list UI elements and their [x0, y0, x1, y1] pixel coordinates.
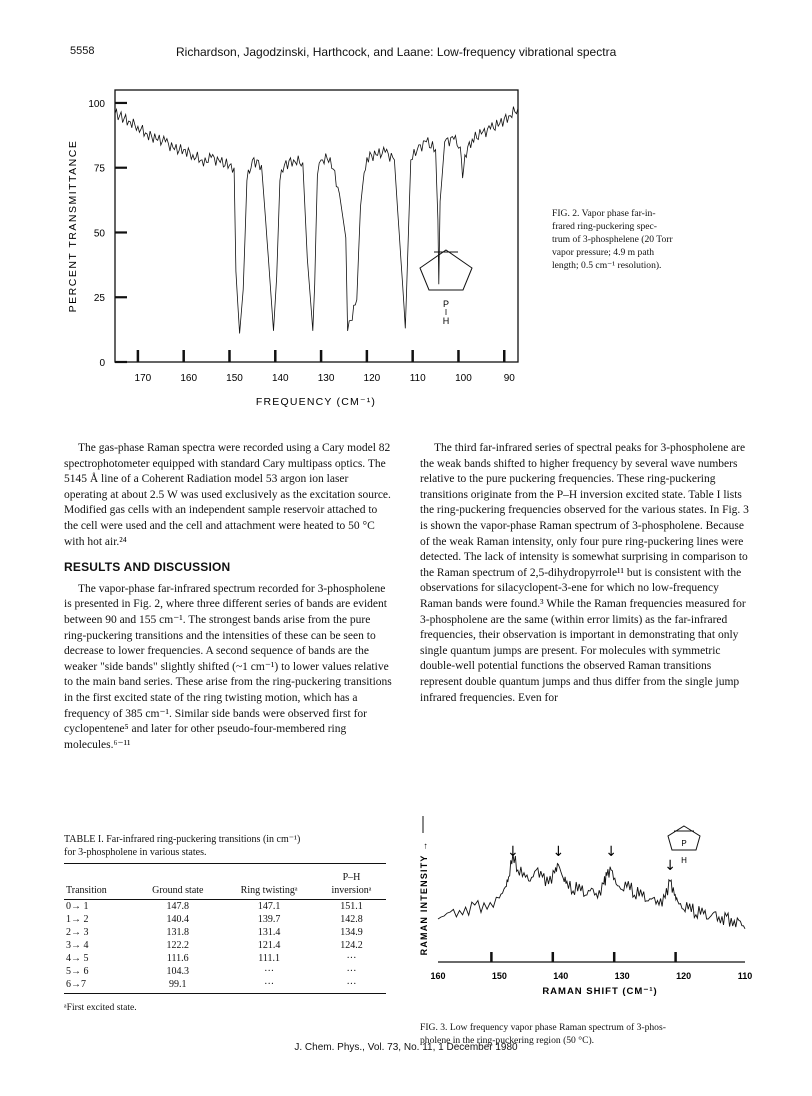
- fig2-phospholene-structure-icon: [420, 250, 472, 326]
- header-ground-state: Ground state: [134, 884, 221, 900]
- table-row: [64, 965, 386, 978]
- fig2-x-tick-label: 120: [363, 373, 381, 384]
- table-cell: 111.1: [258, 953, 280, 964]
- fig3-caption-line: FIG. 3. Low frequency vapor phase Raman spectrum of 3-phos-: [420, 1022, 666, 1033]
- header-transition: Transition: [64, 884, 134, 900]
- table-cell: 147.1: [257, 901, 281, 912]
- table-cell: 139.7: [257, 914, 281, 925]
- table-cell: ···: [346, 953, 357, 964]
- fig3-spectrum-line: [438, 853, 745, 929]
- fig2-y-tick-label: 100: [88, 98, 105, 110]
- header-ring-twisting: Ring twistingᵃ: [221, 884, 317, 900]
- section-heading: RESULTS AND DISCUSSION: [64, 560, 231, 575]
- table-cell: ···: [221, 978, 317, 994]
- fig2-x-tick-label: 130: [317, 373, 335, 384]
- table1-caption-line: TABLE I. Far-infrared ring-puckering transitions (in cm⁻¹): [64, 834, 301, 845]
- fig2-x-tick-label: 150: [226, 373, 243, 384]
- transitions-table: [64, 863, 386, 994]
- fig2-caption-line: trum of 3-phosphelene (20 Torr: [552, 234, 673, 245]
- table-cell: 122.2: [166, 940, 190, 951]
- paragraph: The vapor-phase far-infrared spectrum recorded for 3-phospholene is presented in Fig. 2, where three different series of bands are evident between 90 and 155 cm⁻¹. The strongest bands arise from the pure ring-puckering transitions and the intensities of these can be seen to decrease to lower frequencies. A second sequence of bands are the weaker "side bands" slightly shifted (~1 cm⁻¹) to lower values relative to the main band series. These arise from the ring-puckering transitions in the first excited state of the ring twisting motion, which has a frequency of 385 cm⁻¹. Similar side bands were observed first for cyclopentene⁵ and later for other pseudo-four-membered ring molecules.⁶⁻¹¹: [64, 582, 392, 751]
- fig2-y-tick-label: 0: [99, 358, 105, 369]
- table-cell: 124.2: [340, 940, 363, 951]
- fig2-y-axis-label: PERCENT TRANSMITTANCE: [67, 139, 79, 313]
- fig3-x-tick-label: 130: [614, 971, 630, 981]
- table-cell: 0→ 1: [66, 901, 89, 912]
- table-row: [64, 900, 386, 914]
- table-row: [64, 926, 386, 939]
- table-1: [64, 833, 386, 1013]
- table-cell: 2→ 3: [66, 927, 89, 938]
- fig2-y-tick-label: 25: [93, 293, 105, 305]
- fig3-x-tick-label: 110: [737, 971, 753, 981]
- fig3-peak-arrow: ↓: [552, 844, 565, 860]
- fig2-caption-line: vapor pressure; 4.9 m path: [552, 247, 655, 258]
- fig2-x-axis-label: FREQUENCY (CM⁻¹): [255, 396, 377, 408]
- table-cell: 4→ 5: [66, 953, 89, 964]
- fig3-caption-line: pholene in the ring-puckering region (50 °C).: [420, 1035, 595, 1046]
- figure-2: [60, 80, 530, 410]
- table1-caption: [64, 833, 386, 859]
- fig2-structure-p-label: P: [442, 299, 450, 309]
- fig3-x-tick-label: 150: [491, 971, 507, 981]
- fig2-caption-line: FIG. 2. Vapor phase far-in-: [552, 208, 656, 219]
- table-cell: ···: [317, 978, 386, 994]
- table-cell: 151.1: [340, 901, 363, 912]
- table-cell: 142.8: [340, 914, 363, 925]
- figure-3: [415, 808, 753, 1013]
- page-number: 5558: [70, 45, 95, 57]
- fig2-x-tick-label: 170: [134, 373, 152, 384]
- running-head: Richardson, Jagodzinski, Harthcock, and Laane: Low-frequency vibrational spectra: [176, 45, 617, 59]
- fig2-x-tick-label: 110: [409, 373, 426, 384]
- left-column: [64, 441, 394, 753]
- table-cell: 104.3: [166, 966, 190, 977]
- table-cell: 5→ 6: [66, 966, 89, 977]
- fig2-caption-line: frared ring-puckering spec-: [552, 221, 657, 232]
- table-cell: ···: [264, 966, 275, 977]
- fig2-structure-h-label: H: [442, 316, 450, 326]
- fig3-peak-arrow: ↓: [605, 844, 618, 860]
- table-cell: 99.1: [134, 978, 221, 994]
- fig3-x-tick-label: 160: [430, 971, 446, 981]
- fig2-far-infrared-spectrum-chart: [60, 80, 530, 410]
- fig2-x-tick-label: 100: [455, 373, 472, 384]
- fig2-x-tick-label: 160: [180, 373, 198, 384]
- table-row: [64, 978, 386, 994]
- journal-footer: J. Chem. Phys., Vol. 73, No. 11, 1 December 1980: [294, 1042, 518, 1053]
- paragraph: The gas-phase Raman spectra were recorded using a Cary model 82 spectrophotometer equipped with standard Cary multipass optics. The 5145 Å line of a Coherent Radiation model 53 argon ion laser operating at about 2.5 W was used exclusively as the excitation source. Modified gas cells with an independent sample reservoir attached to the cell were used and the cell and attachment were heated to 50 °C with hot air.²⁴: [64, 442, 391, 548]
- table-cell: 1→ 2: [66, 914, 89, 925]
- table-cell: 111.6: [166, 953, 189, 964]
- fig3-structure-h-label: H: [681, 856, 687, 865]
- table1-footnote: ᵃFirst excited state.: [64, 1002, 137, 1013]
- fig2-y-tick-label: 75: [93, 163, 105, 175]
- fig2-x-tick-label: 90: [503, 373, 515, 384]
- table-cell: 121.4: [257, 940, 281, 951]
- table-cell: 3→ 4: [66, 940, 89, 951]
- table-cell: 6→7: [64, 978, 134, 994]
- fig2-spectrum-line: [115, 107, 518, 334]
- header-ph-inversion: inversionᵃ: [317, 884, 386, 900]
- right-column: [420, 441, 750, 706]
- table-cell: 134.9: [340, 927, 363, 938]
- table-cell: 147.8: [166, 901, 190, 912]
- fig3-peak-arrow: ↓: [507, 844, 519, 860]
- fig2-caption: [552, 207, 722, 272]
- fig3-x-axis-label: RAMAN SHIFT (CM⁻¹): [542, 986, 658, 997]
- fig2-caption-line: length; 0.5 cm⁻¹ resolution).: [552, 260, 662, 271]
- fig2-x-tick-label: 140: [271, 373, 289, 384]
- fig3-raman-spectrum-chart: [415, 808, 753, 1013]
- fig3-x-tick-label: 120: [676, 971, 692, 981]
- table-row: [64, 913, 386, 926]
- fig3-peak-arrow: ↓: [664, 858, 676, 874]
- table-row: [64, 939, 386, 952]
- table-cell: 131.8: [166, 927, 190, 938]
- fig3-structure-p-label: P: [681, 839, 687, 848]
- table-cell: 140.4: [166, 914, 190, 925]
- table-cell: 131.4: [257, 927, 281, 938]
- header-ph-line1: P–H: [317, 864, 386, 885]
- table-cell: ···: [346, 966, 357, 977]
- table1-caption-line: for 3-phospholene in various states.: [64, 847, 207, 858]
- table-row: [64, 952, 386, 965]
- fig3-x-tick-label: 140: [553, 971, 569, 981]
- fig3-y-axis-label: RAMAN INTENSITY →: [419, 840, 429, 956]
- fig2-y-tick-label: 50: [93, 228, 105, 240]
- paragraph: The third far-infrared series of spectral peaks for 3-phospholene are the weak bands shifted to higher frequency by several wave numbers relative to the pure puckering frequencies. These ring-puckering transitions originate from the P–H inversion excited state. Table I lists the ring-puckering frequencies observed for the various states. In Fig. 3 is shown the vapor-phase Raman spectrum of 3-phospholene. Because of the weak Raman intensity, only four pure ring-puckering lines were detected. The lack of intensity is somewhat surprising in comparison to the Raman spectrum of 2,5-dihydropyrrole¹¹ but is consistent with the observations for silacyclopent-3-ene for which no low-frequency Raman bands were found.³ While the Raman frequencies measured for 3-phospholene are the same (within error limits) as the far-infrared frequencies, their observation is important in demonstrating that only single quantum jumps are present. For molecules with symmetric double-well potential functions the observed Raman transitions represent double quantum jumps and thus differ from the single jump infrared frequencies. Even for: [420, 442, 749, 704]
